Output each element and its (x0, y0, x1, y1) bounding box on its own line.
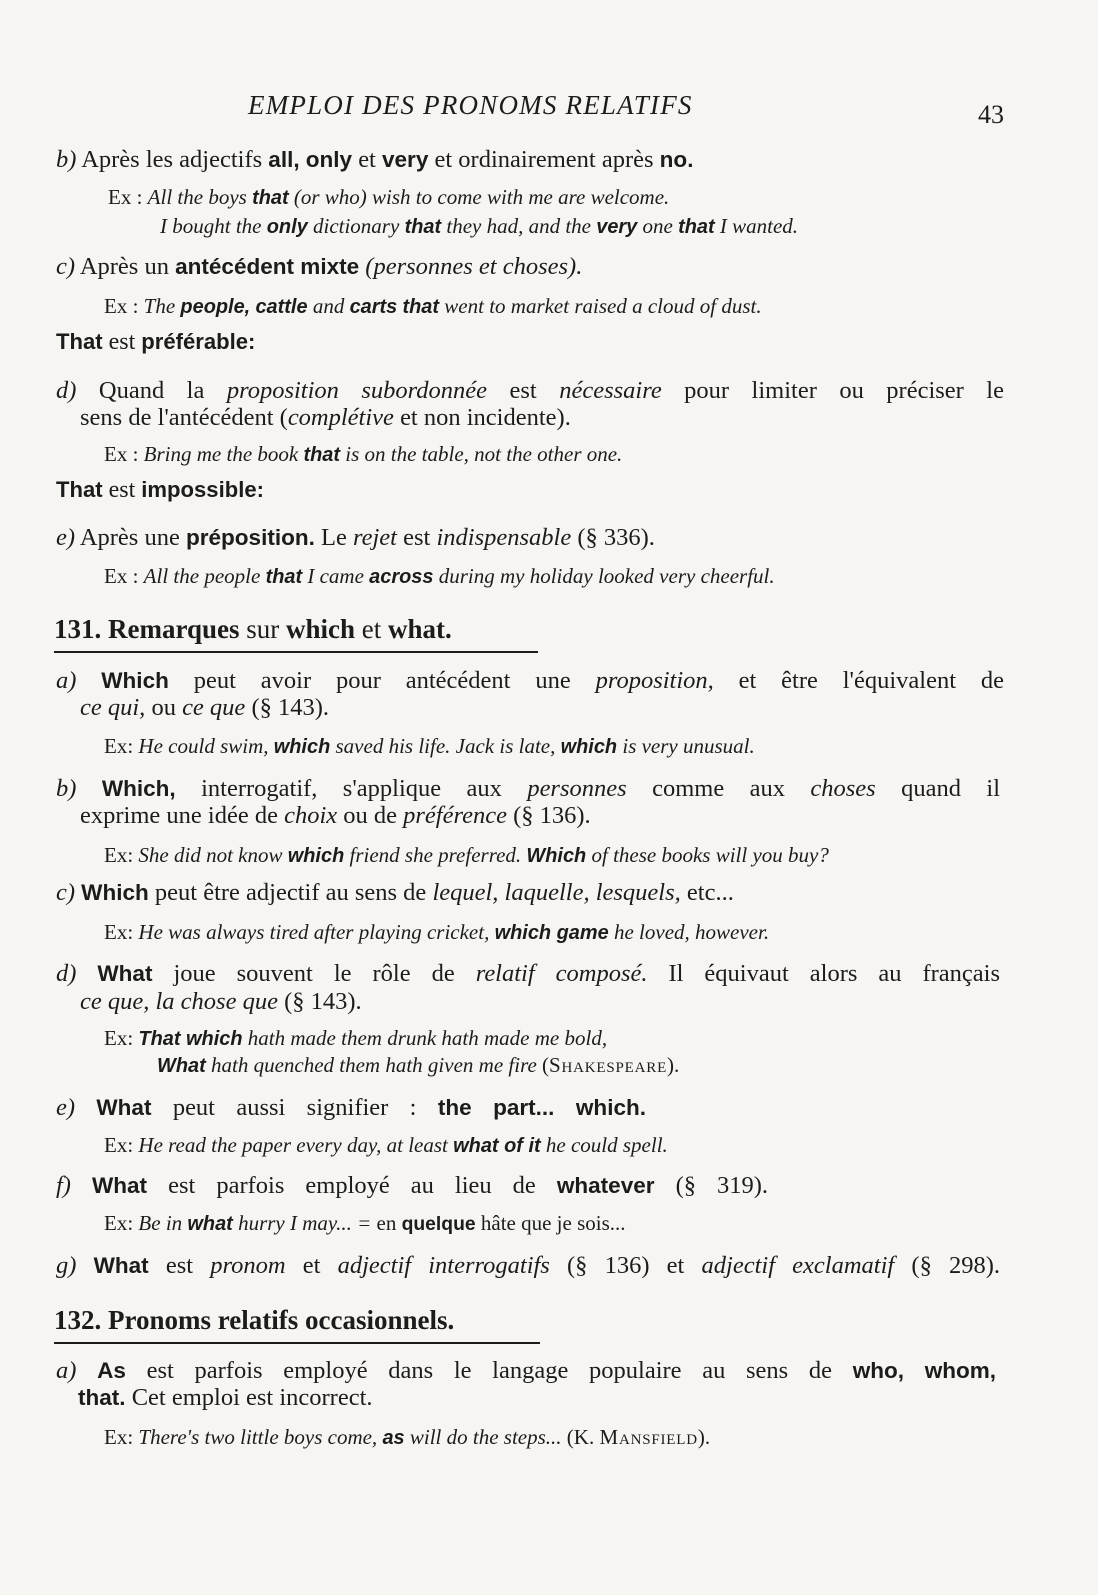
example-132-a: Ex: There's two little boys come, as will do the steps... (K. Mansfield). (104, 1425, 711, 1449)
item-c-line-1: c) Après un antécédent mixte (personnes et choses). (56, 253, 583, 280)
author-mansfield: Mansfield (599, 1425, 698, 1449)
example-b-2: I bought the only dictionary that they had, and the very one that I wanted. (160, 214, 799, 238)
item-e-line-1: e) Après une préposition. Le rejet est indispensable (§ 336). (56, 524, 655, 551)
item-d-line-2: sens de l'antécédent (complétive et non incidente). (80, 404, 571, 431)
page-number: 43 (978, 100, 1004, 129)
section-131-heading: 131. Remarques sur which et what. (54, 614, 538, 653)
item-131-a-line-1: a) Which peut avoir pour antécédent une proposition, et être l'équivalent de (56, 667, 1004, 694)
item-131-g-line-1: g) What est pronom et adjectif interrogatifs (§ 136) et adjectif exclamatif (§ 298). (56, 1252, 1001, 1279)
example-131-d-2: What hath quenched them hath given me fire (Shakespeare). (157, 1053, 680, 1077)
example-131-d-1: Ex: That which hath made them drunk hath made me bold, (104, 1026, 608, 1050)
item-131-c-line-1: c) Which peut être adjectif au sens de lequel, laquelle, lesquels, etc... (56, 879, 734, 906)
running-head: EMPLOI DES PRONOMS RELATIFS (248, 90, 693, 120)
item-b-line-1: b) Après les adjectifs all, only et very et ordinairement après no. (56, 146, 694, 173)
author-shakespeare: Shakespeare (549, 1053, 668, 1077)
example-131-a: Ex: He could swim, which saved his life. Jack is late, which is very unusual. (104, 734, 755, 758)
item-131-a-line-2: ce qui, ou ce que (§ 143). (80, 694, 330, 721)
example-b-1: Ex : All the boys that (or who) wish to come with me are welcome. (108, 185, 670, 209)
example-131-c: Ex: He was always tired after playing cricket, which game he loved, however. (104, 920, 770, 944)
item-132-a-line-1: a) As est parfois employé dans le langage populaire au sens de who, whom, (56, 1357, 997, 1384)
item-131-d-line-2: ce que, la chose que (§ 143). (80, 988, 362, 1015)
subhead-impossible: That est impossible: (56, 477, 264, 503)
item-132-a-line-2: that. Cet emploi est incorrect. (78, 1384, 373, 1411)
subhead-preferable: That est préférable: (56, 329, 256, 355)
item-d-line-1: d) Quand la proposition subordonnée est nécessaire pour limiter ou préciser le (56, 377, 1004, 404)
item-131-b-line-1: b) Which, interrogatif, s'applique aux personnes comme aux choses quand il (56, 775, 1001, 802)
example-c: Ex : The people, cattle and carts that went to market raised a cloud of dust. (104, 294, 762, 318)
item-131-e-line-1: e) What peut aussi signifier : the part... which. (56, 1094, 647, 1121)
example-131-e: Ex: He read the paper every day, at least what of it he could spell. (104, 1133, 668, 1157)
example-d: Ex : Bring me the book that is on the table, not the other one. (104, 442, 623, 466)
example-131-b: Ex: She did not know which friend she preferred. Which of these books will you buy? (104, 843, 829, 867)
example-e: Ex : All the people that I came across during my holiday looked very cheerful. (104, 564, 775, 588)
section-132-heading: 132. Pronoms relatifs occasionnels. (54, 1305, 540, 1344)
item-131-b-line-2: exprime une idée de choix ou de préférence (§ 136). (80, 802, 591, 829)
item-131-d-line-1: d) What joue souvent le rôle de relatif composé. Il équivaut alors au français (56, 960, 1001, 987)
example-131-f: Ex: Be in what hurry I may... = en quelque hâte que je sois... (104, 1211, 626, 1235)
item-131-f-line-1: f) What est parfois employé au lieu de whatever (§ 319). (56, 1172, 769, 1199)
